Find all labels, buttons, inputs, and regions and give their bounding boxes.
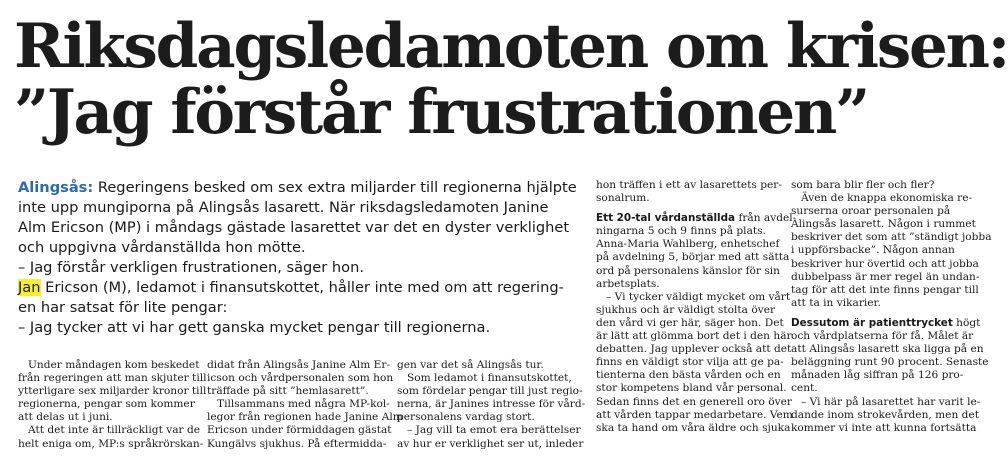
body-line: ska ta hand om våra äldre och sjuka — [596, 421, 791, 434]
subhead-lead: Ett 20-tal vårdanställda — [596, 212, 736, 225]
headline — [14, 11, 1008, 148]
body-line: Ericson under förmiddagen gästat — [207, 424, 392, 437]
body-line: som fördelar pengar till just regio- — [397, 385, 583, 398]
body-line: ord på personalens känslor för sin — [596, 264, 780, 277]
body-line: att Alingsås lasarett ska ligga på en — [791, 343, 984, 356]
body-line: från regeringen att man skjuter till — [18, 372, 207, 385]
body-line: tienterna den bästa vården och en — [596, 369, 781, 382]
body-line: träffade på sitt ”hemlasarett”. — [207, 385, 369, 398]
body-line: i uppförsbacke”. Någon annan — [791, 244, 955, 257]
body-line: – Vi tycker väldigt mycket om vårt — [606, 290, 791, 303]
ingress-line: Alm Ericson (MP) i måndags gästade lasarettet var det en dyster verklighet — [18, 219, 570, 236]
body-line: att delas ut i juni. — [18, 411, 113, 424]
ingress-line: och uppgivna vårdanställda hon mötte. — [18, 239, 306, 256]
body-line: finns en väldigt stor vilja att ge pa- — [596, 356, 784, 369]
body-line: Anna-Maria Wahlberg, enhetschef — [596, 238, 780, 251]
body-line: beskriver det som att ”ständigt jobba — [791, 231, 992, 244]
ingress-quote: – Jag tycker att vi har gett ganska mycket pengar till regionerna. — [18, 319, 491, 336]
body-line: dubbelpass är mer regel än undan- — [791, 270, 980, 283]
body-line: att ta in vikarier. — [791, 296, 881, 309]
body-line: som bara blir fler och fler? — [791, 179, 935, 191]
ingress-quote: – Jag förstår verkligen frustrationen, säger hon. — [18, 259, 364, 276]
headline-line-1: Riksdagsledamoten om krisen: — [14, 11, 1008, 82]
body-line: Som ledamot i finansutskottet, — [407, 372, 572, 385]
body-line: Under måndagen kom beskedet — [28, 359, 200, 371]
body-column-4 — [596, 179, 797, 435]
body-line: att vården tappar medarbetare. Vem — [596, 408, 793, 421]
ingress-text: Regeringens besked om sex extra miljarder till regionerna hjälpte — [97, 179, 577, 196]
body-line: Att det inte är tillräckligt var de — [28, 424, 200, 437]
body-line: gen var det så Alingsås tur. — [397, 359, 544, 371]
dateline: Alingsås: — [18, 179, 94, 196]
body-line — [791, 316, 981, 330]
body-line: den vård vi ger här, säger hon. Det — [596, 316, 784, 329]
body-line: Tillsammans med några MP-kol- — [217, 398, 390, 411]
body-line: kommer vi inte att kunna fortsätta — [791, 421, 977, 434]
body-line: stor kompetens bland vår personal. — [596, 382, 787, 395]
body-line: – Jag vill ta emot era berättelser — [407, 424, 581, 437]
headline-line-2: ”Jag förstår frustrationen” — [14, 77, 868, 148]
body-line: dande inom strokevården, men det — [791, 408, 979, 421]
body-line: didat från Alingsås Janine Alm Er- — [207, 359, 391, 371]
body-line: Alingsås lasarett. Någon i rummet — [791, 218, 976, 231]
body-line: Kungälvs sjukhus. På eftermidda- — [207, 437, 387, 450]
body-line: regionerna, pengar som kommer — [18, 398, 195, 411]
body-line: månaden låg siffran på 126 pro- — [791, 369, 964, 382]
body-line: cent. — [791, 382, 818, 395]
body-text: högt — [952, 316, 981, 329]
body-text: från avdel- — [735, 212, 797, 225]
body-line: på avdelning 5, börjar med att sätta — [596, 251, 790, 264]
ingress-line — [18, 178, 578, 198]
body-column-1 — [18, 359, 207, 451]
ingress-line: en har satsat för lite pengar: — [18, 299, 228, 316]
subhead-lead: Dessutom är patienttrycket — [791, 316, 953, 329]
body-line: Även de knappa ekonomiska re- — [801, 192, 973, 205]
body-line: och vårdplatserna för få. Målet är — [791, 330, 974, 343]
ingress-line — [18, 278, 578, 298]
body-column-3 — [397, 359, 586, 451]
body-line: ningarna 5 och 9 finns på plats. — [596, 225, 766, 238]
body-line: legor från regionen hade Janine Alm — [207, 411, 403, 424]
body-line: helt eniga om, MP:s språkrörskan- — [18, 437, 204, 450]
body-column-5 — [791, 179, 992, 435]
body-line: ytterligare sex miljarder kronor till — [18, 385, 207, 398]
body-line: är lätt att glömma bort det i den här — [596, 330, 792, 343]
body-line: debatten. Jag upplever också att det — [596, 343, 792, 356]
body-line: icson och vårdpersonalen som hon — [207, 372, 394, 385]
body-line — [596, 212, 797, 225]
body-line: tag för att det inte finns pengar till — [791, 283, 979, 296]
body-line: Sedan finns det en generell oro över — [596, 395, 792, 408]
ingress-line: inte upp mungiporna på Alingsås lasarett. När riksdagsledamoten Janine — [18, 199, 549, 216]
body-line: beskriver hur övertid och att jobba — [791, 257, 979, 270]
body-line: surserna oroar personalen på — [791, 205, 951, 218]
body-line: sjukhus och är väldigt stolta över — [596, 303, 776, 316]
ingress — [18, 178, 578, 338]
body-line: av hur er verklighet ser ut, inleder — [397, 437, 584, 450]
highlighted-word: Jan — [18, 279, 41, 296]
body-line: nerna, är Janines intresse för vård- — [397, 398, 586, 411]
body-line: personalens vardag stort. — [397, 411, 535, 424]
body-line: sonalrum. — [596, 192, 650, 205]
body-line: hon träffen i ett av lasarettets per- — [596, 179, 782, 191]
body-line: arbetsplats. — [596, 277, 660, 290]
ingress-text: Ericson (M), ledamot i finansutskottet, håller inte med om att regering- — [40, 279, 564, 296]
body-line: beläggning runt 90 procent. Senaste — [791, 356, 989, 369]
body-line: – Vi här på lasarettet har varit le- — [801, 395, 981, 408]
body-column-2 — [207, 359, 403, 451]
